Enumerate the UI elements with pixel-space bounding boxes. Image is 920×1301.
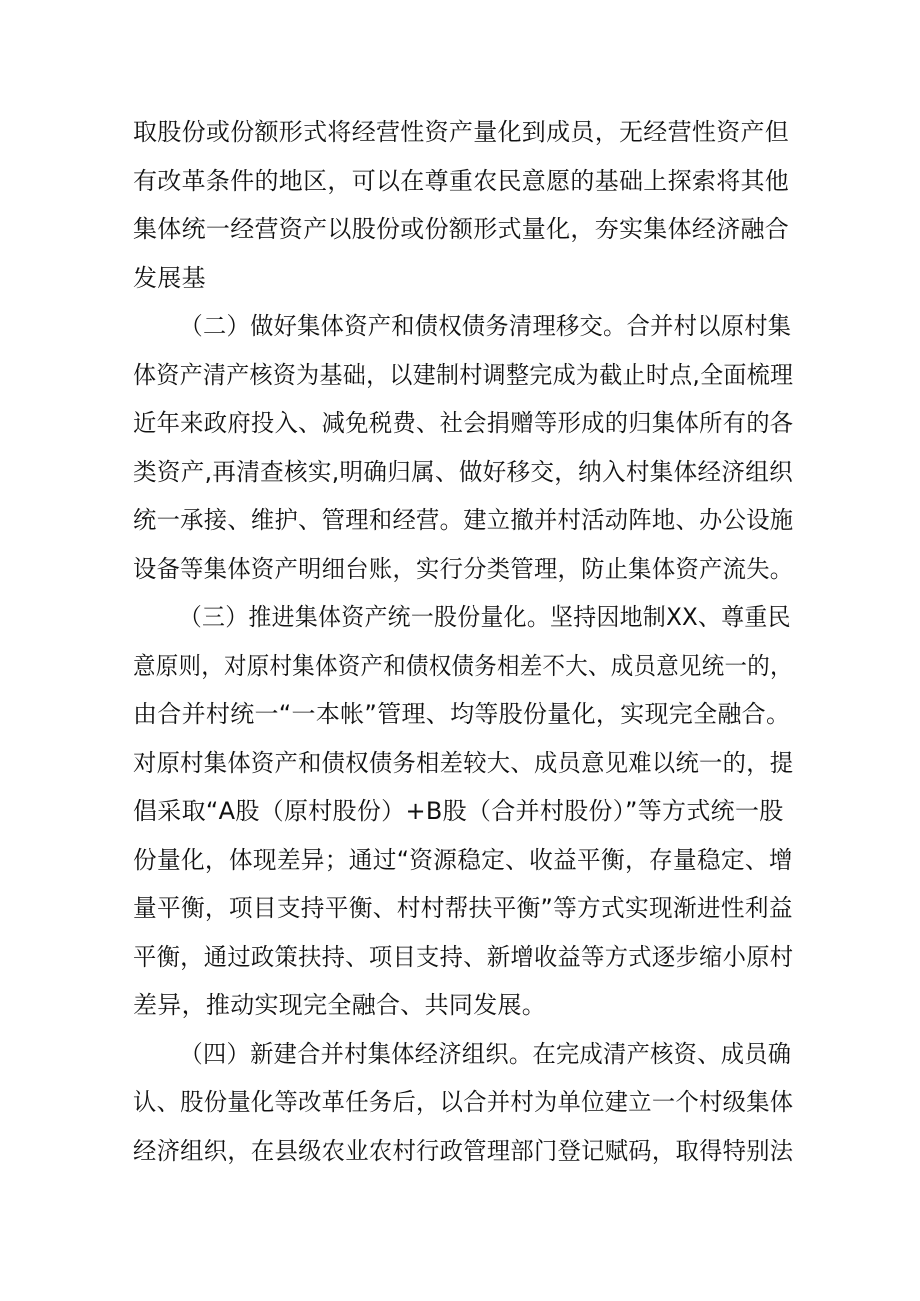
text-line: 统一承接、维护、管理和经营。建立撤并村活动阵地、办公设施 — [133, 506, 794, 534]
text-line: 经济组织，在县级农业农村行政管理部门登记赋码，取得特别法 — [133, 1136, 794, 1165]
text-line: 对原村集体资产和债权债务相差较大、成员意见难以统一的，提 — [133, 748, 794, 777]
text-line: 由合并村统一“一本帐”管理、均等股份量化，实现完全融合。 — [133, 700, 791, 728]
text-line: 倡采取“A股（原村股份）+B股（合并村股份）”等方式统一股 — [133, 797, 784, 825]
document-body — [133, 108, 793, 1175]
text-line: 发展基 — [133, 263, 206, 292]
text-line: 取股份或份额形式将经营性资产量化到成员，无经营性资产但 — [133, 118, 790, 146]
text-line: 量平衡，项目支持平衡、村村帮扶平衡”等方式实现渐进性利益 — [133, 894, 793, 922]
text-line: 意原则，对原村集体资产和债权债务相差不大、成员意见统一的， — [133, 651, 793, 680]
text-line: （四）新建合并村集体经济组织。在完成清产核资、成员确 — [179, 1039, 792, 1068]
text-line: 体资产清产核资为基础，以建制村调整完成为截止时点,全面梳理 — [133, 360, 794, 389]
text-line: 份量化，体现差异；通过“资源稳定、收益平衡，存量稳定、增 — [133, 845, 793, 874]
text-line: 类资产,再清查核实,明确归属、做好移交，纳入村集体经济组织 — [133, 457, 793, 486]
text-line: （三）推进集体资产统一股份量化。坚持因地制XX、尊重民 — [178, 603, 791, 631]
text-line: 差异，推动实现完全融合、共同发展。 — [133, 991, 547, 1019]
text-line: 平衡，通过政策扶持、项目支持、新增收益等方式逐步缩小原村 — [133, 942, 794, 971]
text-line: 集体统一经营资产以股份或份额形式量化，夯实集体经济融合 — [133, 215, 790, 243]
text-line: 有改革条件的地区，可以在尊重农民意愿的基础上探索将其他 — [133, 166, 790, 195]
text-line: 认、股份量化等改革任务后，以合并村为单位建立一个村级集体 — [133, 1088, 794, 1116]
text-line: 近年来政府投入、减免税费、社会捐赠等形成的归集体所有的各 — [133, 409, 794, 437]
text-line: 设备等集体资产明细台账，实行分类管理，防止集体资产流失。 — [133, 554, 794, 583]
text-line: （二）做好集体资产和债权债务清理移交。合并村以原村集 — [179, 312, 792, 340]
